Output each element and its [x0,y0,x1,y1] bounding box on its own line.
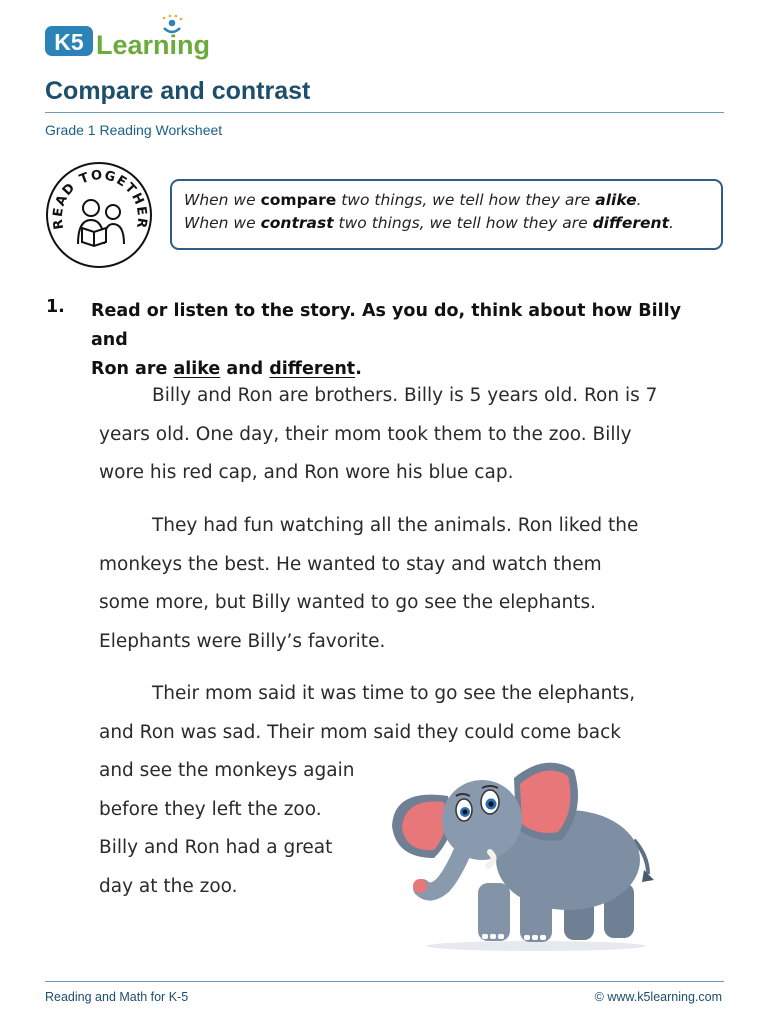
definition-box [170,179,723,250]
badge-text: READ TOGETHER [50,168,150,231]
contrast-text: . [669,214,674,232]
elephant-illustration [386,748,662,954]
logo-k5-text: K5 [54,29,84,55]
logo-figure-head [169,20,176,27]
page-title: Compare and contrast [45,77,311,105]
alike-underlined: alike [173,359,221,379]
question-line-1: Read or listen to the story. As you do, think about how Billy and [91,301,682,350]
story-line: Billy and Ron are brothers. Billy is 5 years old. Ron is 7 [152,385,658,406]
story-line: and Ron was sad. Their mom said they could come back [99,721,622,743]
logo-sparkles [163,15,183,21]
question-text [91,297,721,384]
story-line: wore his red cap, and Ron wore his blue cap. [99,462,514,483]
compare-definition [184,189,709,212]
compare-text: When we [184,191,261,209]
question-number: 1. [46,297,65,317]
story-line: day at the zoo. [99,875,238,897]
story-line: some more, but Billy wanted to go see the elephants. [99,592,597,613]
worksheet-subtitle: Grade 1 Reading Worksheet [45,122,223,138]
story-paragraph-2 [99,507,638,661]
compare-text: . [636,191,642,209]
compare-text: two things, we tell how they are [336,191,596,209]
story-line: Elephants were Billy’s favorite. [99,630,386,652]
story-line: and see the monkeys again [99,760,355,781]
k5-learning-logo[interactable] [44,14,224,64]
logo-word-text: Learning [96,30,211,60]
footer-divider [45,981,724,982]
question-text-part: Ron are [91,359,174,379]
story-line: before they left the zoo. [99,798,322,820]
story-line: years old. One day, their mom took them to the zoo. Billy [99,423,632,445]
different-keyword: different [592,214,670,232]
alike-keyword: alike [595,191,637,209]
question-text-part: and [220,359,270,379]
question-text-part: . [355,359,362,379]
header-divider [45,112,724,113]
different-underlined: different [269,359,356,379]
story-line: Their mom said it was time to go see the elephants, [152,683,636,704]
story-line: They had fun watching all the animals. Ron liked the [152,515,639,536]
contrast-text: two things, we tell how they are [333,214,593,232]
compare-keyword: compare [260,191,337,209]
footer-tagline: Reading and Math for K-5 [45,990,189,1004]
story-line: Billy and Ron had a great [99,837,333,858]
story-line: monkeys the best. He wanted to stay and watch them [99,553,602,575]
contrast-definition [184,212,709,235]
story-paragraph-1 [99,377,657,493]
contrast-text: When we [184,214,261,232]
contrast-keyword: contrast [260,214,334,232]
read-together-icon [44,158,154,272]
footer-website-link[interactable]: © www.k5learning.com [594,990,722,1004]
